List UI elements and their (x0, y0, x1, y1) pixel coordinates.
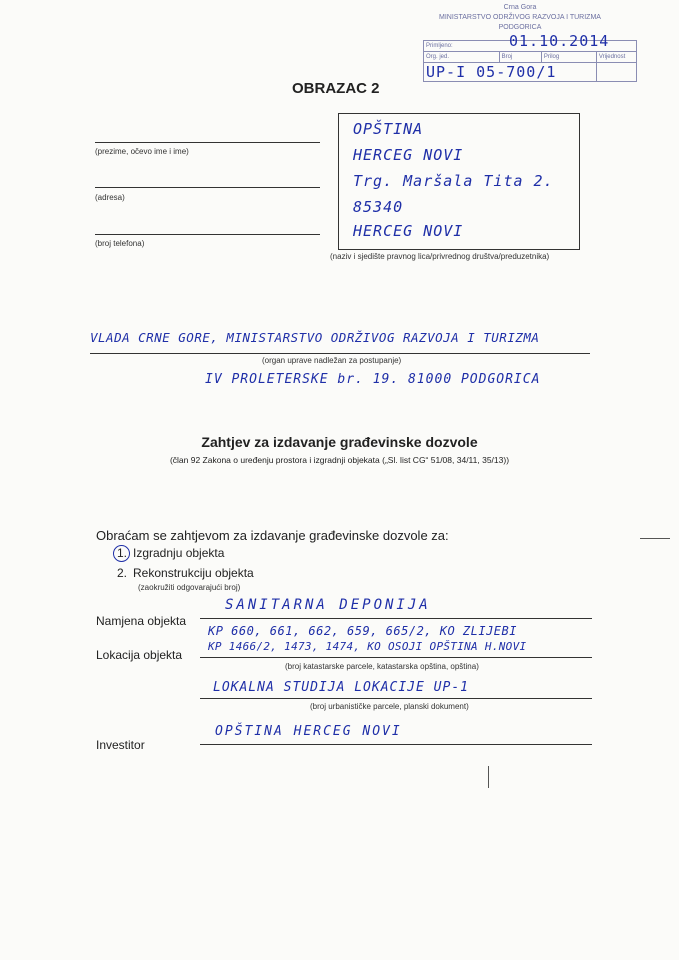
stamp-col-value: Vrijednost (596, 52, 636, 63)
purpose-line (200, 618, 592, 619)
option-1-label: Izgradnju objekta (133, 546, 225, 560)
plan-line (200, 698, 592, 699)
stamp-col-number: Broj (499, 52, 541, 63)
location-value-1: KP 660, 661, 662, 659, 665/2, KO ZLIJEBI (208, 624, 517, 638)
stamp-col-org: Org. jed. (424, 52, 500, 63)
entity-line-5: HERCEG NOVI (353, 222, 464, 240)
stamp-table (423, 32, 637, 82)
purpose-value: SANITARNA DEPONIJA (225, 597, 431, 613)
option-2-label: Rekonstrukciju objekta (133, 566, 254, 580)
form-title: OBRAZAC 2 (292, 80, 380, 97)
entity-line-1: OPŠTINA (353, 120, 424, 138)
stamp-col-attachment: Prilog (541, 52, 596, 63)
stamp-ministry: MINISTARSTVO ODRŽIVOG RAZVOJA I TURIZMA (439, 14, 601, 21)
pen-mark (640, 538, 670, 539)
stamp-received-label: Primljeno: (426, 43, 453, 49)
stamp-country: Crna Gora (503, 4, 537, 11)
investor-line (200, 744, 592, 745)
address-line (95, 187, 320, 188)
stamp-city: PODGORICA (498, 24, 542, 31)
plan-value: LOKALNA STUDIJA LOKACIJE UP-1 (213, 680, 469, 695)
authority-line-2: IV PROLETERSKE br. 19. 81000 PODGORICA (205, 372, 541, 387)
circle-note: (zaokružiti odgovarajući broj) (138, 583, 241, 592)
entity-line-3: Trg. Maršala Tita 2. (353, 172, 554, 190)
request-intro: Obraćam se zahtjevom za izdavanje građevinske dozvole za: (96, 528, 449, 543)
stamp-file-number: UP-I 05-700/1 (426, 63, 557, 81)
location-label: Lokacija objekta (96, 648, 183, 662)
legal-entity-box (338, 113, 580, 250)
entity-line-4: 85340 (353, 198, 404, 216)
phone-line (95, 234, 320, 235)
plan-caption: (broj urbanističke parcele, planski dokument) (310, 702, 469, 711)
location-value-2: KP 1466/2, 1473, 1474, KO OSOJI OPŠTINA H.NOVI (208, 640, 527, 653)
authority-caption: (organ uprave nadležan za postupanje) (262, 356, 402, 365)
location-caption: (broj katastarske parcele, katastarska opština, opština) (285, 662, 479, 671)
location-line (200, 657, 592, 658)
registry-stamp (395, 4, 645, 81)
entity-line-2: HERCEG NOVI (353, 146, 464, 164)
investor-value: OPŠTINA HERCEG NOVI (215, 724, 402, 739)
request-subtitle: (član 92 Zakona o uređenju prostora i izgradnji objekata („Sl. list CG“ 51/08, 34/11, 35/13)) (169, 455, 510, 465)
authority-line (90, 353, 590, 354)
stamp-received-date: 01.10.2014 (509, 32, 610, 50)
name-line (95, 142, 320, 143)
legal-entity-caption: (naziv i sjedište pravnog lica/privrednog društva/preduzetnika) (330, 252, 550, 261)
investor-label: Investitor (96, 738, 145, 752)
pen-mark (488, 766, 489, 788)
purpose-label: Namjena objekta (96, 614, 187, 628)
option-2-number: 2. (117, 566, 128, 580)
phone-caption: (broj telefona) (95, 239, 145, 248)
name-caption: (prezime, očevo ime i ime) (95, 147, 189, 156)
request-title: Zahtjev za izdavanje građevinske dozvole (201, 434, 478, 450)
authority-line-1: VLADA CRNE GORE, MINISTARSTVO ODRŽIVOG RAZVOJA I TURIZMA (90, 330, 540, 345)
option-1-number: 1. (117, 546, 128, 560)
address-caption: (adresa) (95, 193, 125, 202)
